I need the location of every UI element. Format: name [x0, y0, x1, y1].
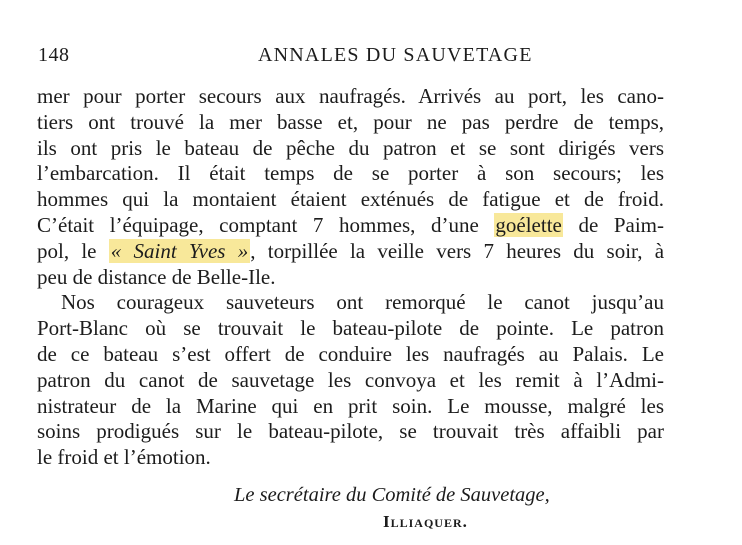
text-line: soins prodigués sur le bateau-pilote, se trouvait très affaibli par — [37, 419, 664, 444]
highlighted-ship-name: « Saint Yves » — [110, 238, 249, 263]
page-header — [38, 44, 678, 68]
text-line: le froid et l’émotion. — [37, 445, 211, 470]
text-line: peu de distance de Belle-Ile. — [37, 264, 276, 289]
text-fragment: C’était l’équipage, comptant 7 hommes, d’une — [37, 212, 495, 237]
text-line — [37, 239, 664, 265]
text-line: ils ont pris le bateau de pêche du patron et se sont dirigés vers — [37, 135, 664, 160]
text-line: tiers ont trouvé la mer basse et, pour ne pas perdre de temps, — [37, 109, 664, 134]
running-title: ANNALES DU SAUVETAGE — [258, 44, 533, 66]
text-line: mer pour porter secours aux naufragés. Arrivés au port, les cano- — [37, 84, 664, 108]
text-line: Nos courageux sauveteurs ont remorqué le canot jusqu’au — [61, 290, 664, 315]
text-line: l’embarcation. Il était temps de se porter à son secours; les — [37, 161, 664, 186]
text-line: hommes qui la montaient étaient exténués de fatigue et de froid. — [37, 187, 664, 212]
text-line: de ce bateau s’est offert de conduire les naufragés au Palais. Le — [37, 341, 664, 366]
text-line — [37, 213, 664, 239]
signature-title: Le secrétaire du Comité de Sauvetage, — [234, 484, 550, 506]
highlighted-word: goélette — [495, 212, 562, 237]
body-text — [37, 84, 664, 471]
text-fragment: de Paim- — [562, 212, 665, 237]
text-fragment: , torpillée la veille vers 7 heures du soir, à — [250, 238, 665, 263]
text-line: Port-Blanc où se trouvait le bateau-pilote de pointe. Le patron — [37, 316, 664, 341]
signature-name: Illiaquer. — [383, 512, 468, 531]
page-number: 148 — [38, 44, 70, 66]
text-line: patron du canot de sauvetage les convoya et les remit à l’Admi- — [37, 367, 664, 392]
paragraph-2 — [37, 290, 664, 471]
text-fragment: pol, le — [37, 238, 109, 263]
text-line: nistrateur de la Marine qui en prit soin. Le mousse, malgré les — [37, 393, 664, 418]
paragraph-1 — [37, 84, 664, 290]
